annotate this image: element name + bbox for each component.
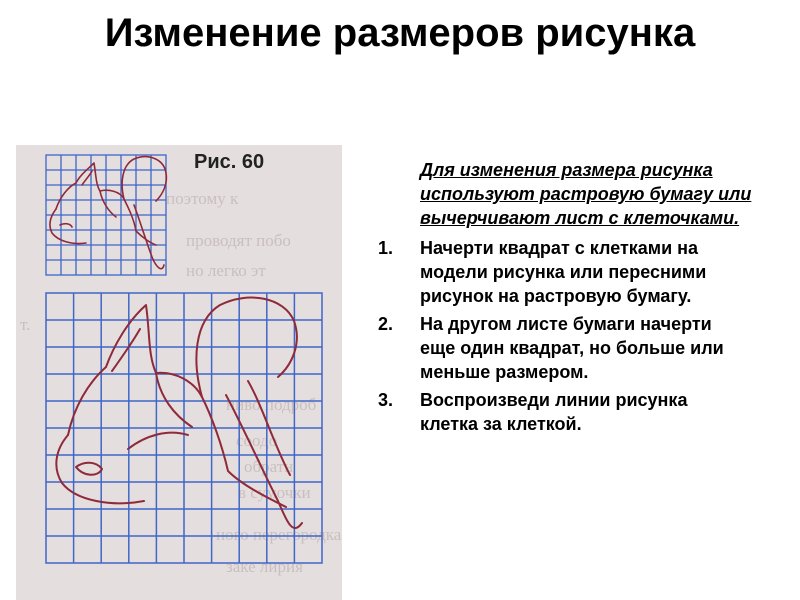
list-item: [378, 388, 788, 436]
step-number: 1.: [378, 238, 394, 258]
instructions-panel: [378, 158, 788, 440]
textbook-figure: [16, 145, 342, 600]
list-item: [378, 312, 788, 384]
large-squirrel-drawing: [56, 298, 302, 528]
background-text: соодо: [236, 431, 278, 450]
background-text: заке лирия: [226, 557, 303, 576]
step-text: На другом листе бумаги начерти еще один квадрат, но больше или меньше размером.: [420, 314, 724, 382]
background-text: но легко эт: [186, 261, 266, 280]
list-item: [378, 236, 788, 308]
background-text: обратн: [244, 457, 294, 476]
background-text: поэтому к: [166, 189, 239, 208]
background-text: в сумочки: [238, 483, 311, 502]
steps-list: [378, 236, 788, 436]
step-text: Воспроизведи линии рисунка клетка за клеткой.: [420, 390, 688, 434]
slide-title: Изменение размеров рисунка: [104, 11, 696, 55]
step-text: Начерти квадрат с клетками на модели рисунка или пересними рисунок на растровую бумагу.: [420, 238, 707, 306]
background-text: ниво подроб: [226, 395, 317, 414]
background-text: т.: [20, 315, 31, 334]
background-text: ного перегородка: [216, 525, 342, 544]
small-grid: [46, 155, 166, 275]
grid-drawing-illustration: [16, 145, 342, 600]
figure-caption: Рис. 60: [194, 151, 265, 173]
large-grid: [46, 293, 322, 563]
intro-text: Для изменения размера рисунка используют растровую бумагу или вычерчивают лист с клеточками.: [420, 160, 752, 228]
small-squirrel-drawing: [50, 157, 166, 269]
step-number: 3.: [378, 390, 394, 410]
background-text: проводят побо: [186, 231, 291, 250]
step-number: 2.: [378, 314, 394, 334]
